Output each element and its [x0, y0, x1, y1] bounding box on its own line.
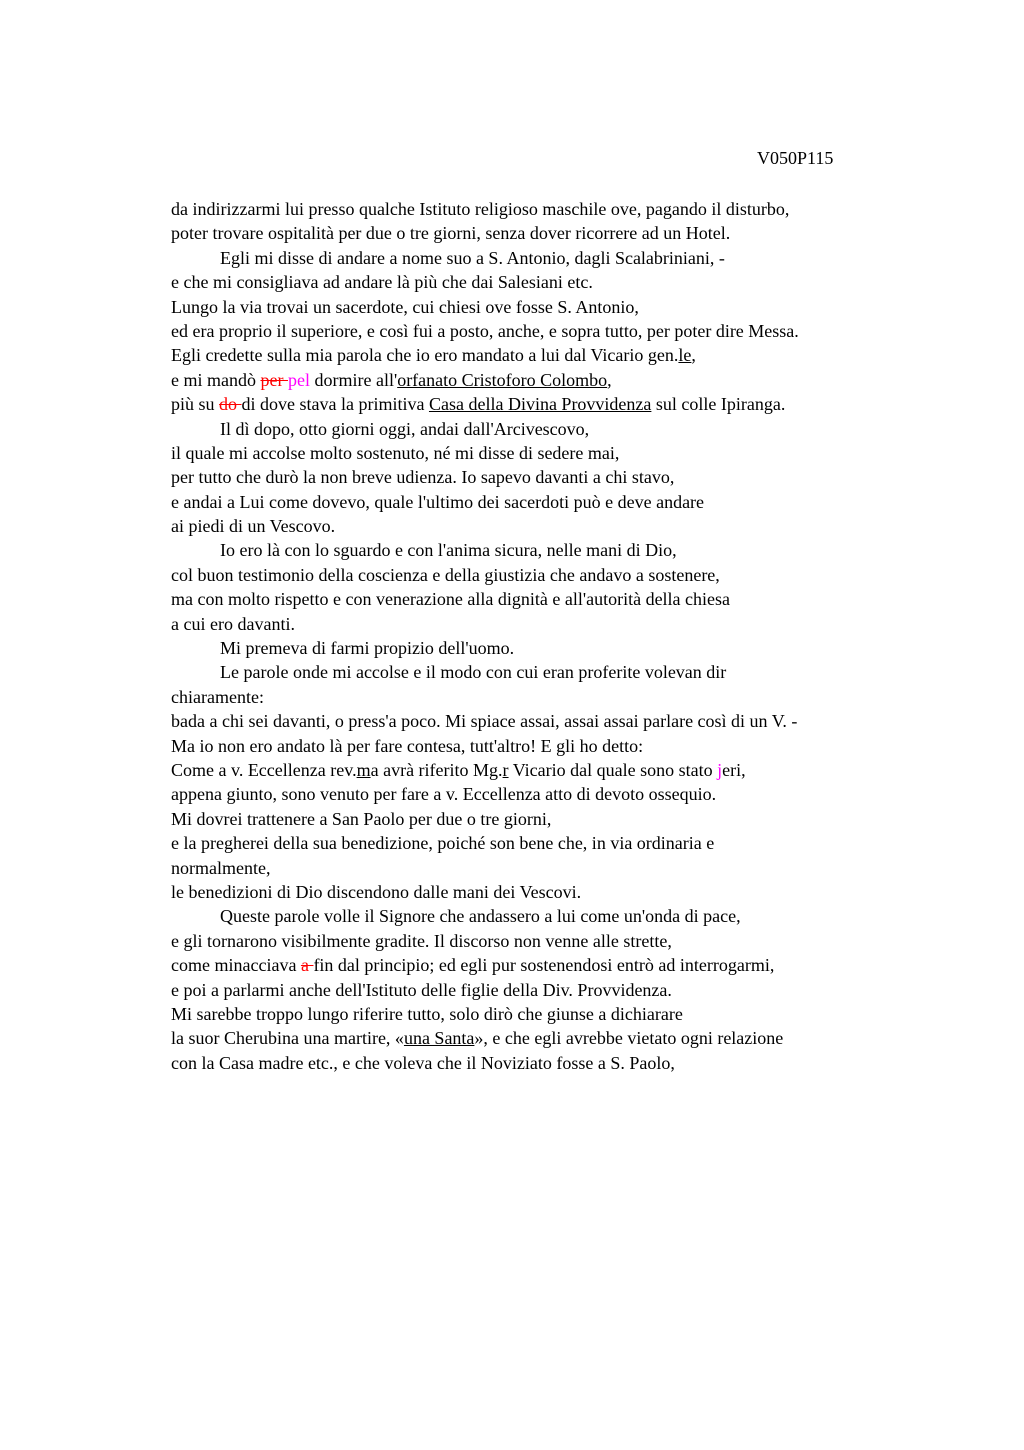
text-segment: ,: [607, 369, 612, 390]
text-segment: col buon testimonio della coscienza e della giustizia che andavo a sostenere,: [171, 564, 720, 585]
text-segment: Ma io non ero andato là per fare contesa, tutt'altro! E gli ho detto:: [171, 735, 644, 756]
underlined-text: una Santa: [403, 1028, 475, 1049]
text-segment: Egli credette sulla mia parola che io ero mandato a lui dal Vicario gen.: [171, 345, 679, 366]
text-segment: normalmente,: [171, 857, 271, 878]
text-segment: con la Casa madre etc., e che voleva che il Noviziato fosse a S. Paolo,: [171, 1052, 675, 1073]
underlined-text: m: [356, 759, 371, 780]
text-segment: appena giunto, sono venuto per fare a v. Eccellenza atto di devoto ossequio.: [171, 784, 717, 805]
text-segment: ed era proprio il superiore, e così fui a posto, anche, e sopra tutto, per poter dire Messa.: [171, 320, 799, 341]
page-identifier: V050P115: [757, 148, 834, 168]
text-line: [171, 368, 931, 392]
text-segment: Il dì dopo, otto giorni oggi, andai dall'Arcivescovo,: [220, 418, 590, 439]
underlined-text: orfanato Cristoforo Colombo: [397, 369, 608, 390]
paragraph-first-line: [171, 417, 931, 441]
text-line: [171, 490, 931, 514]
text-line: [171, 1002, 931, 1026]
paragraph-first-line: [171, 538, 931, 562]
paragraph-first-line: [171, 660, 931, 684]
paragraph-first-line: [171, 904, 931, 928]
text-segment: Le parole onde mi accolse e il modo con cui eran proferite volevan dir: [220, 662, 727, 683]
deleted-text: per: [260, 369, 288, 390]
underlined-text: le: [678, 345, 692, 366]
text-segment: da indirizzarmi lui presso qualche Istituto religioso maschile ove, pagando il disturbo,: [171, 199, 790, 219]
text-line: [171, 441, 931, 465]
text-segment: fin dal principio; ed egli pur sostenendosi entrò ad interrogarmi,: [313, 955, 775, 976]
text-line: [171, 929, 931, 953]
text-line: [171, 221, 931, 245]
text-segment: Io ero là con lo sguardo e con l'anima sicura, nelle mani di Dio,: [220, 540, 677, 561]
text-segment: e che mi consigliava ad andare là più che dai Salesiani etc.: [171, 272, 593, 293]
text-segment: eri,: [722, 759, 746, 780]
text-segment: a cui ero davanti.: [171, 613, 295, 634]
text-segment: ,: [691, 345, 696, 366]
paragraph-first-line: [171, 636, 931, 660]
text-line: [171, 587, 931, 611]
text-line: [171, 856, 931, 880]
text-segment: il quale mi accolse molto sostenuto, né mi disse di sedere mai,: [171, 442, 620, 463]
document-body: [171, 197, 931, 1075]
text-segment: dormire all': [309, 369, 398, 390]
text-segment: ma con molto rispetto e con venerazione alla dignità e all'autorità della chiesa: [171, 589, 731, 610]
text-segment: », e che egli avrebbe vietato ogni relazione: [474, 1028, 784, 1049]
text-segment: sul colle Ipiranga.: [651, 394, 786, 415]
text-line: [171, 953, 931, 977]
text-segment: e gli tornarono visibilmente gradite. Il discorso non venne alle strette,: [171, 930, 672, 951]
text-segment: a avrà riferito Mg.: [370, 759, 503, 780]
text-segment: Queste parole volle il Signore che andassero a lui come un'onda di pace,: [220, 906, 741, 927]
text-line: [171, 782, 931, 806]
text-segment: ai piedi di un Vescovo.: [171, 516, 336, 537]
text-line: [171, 807, 931, 831]
text-line: [171, 514, 931, 538]
text-segment: e poi a parlarmi anche dell'Istituto delle figlie della Div. Provvidenza.: [171, 979, 672, 1000]
text-line: [171, 270, 931, 294]
text-segment: Lungo la via trovai un sacerdote, cui chiesi ove fosse S. Antonio,: [171, 296, 639, 317]
deleted-text: do: [219, 394, 242, 415]
inserted-text: pel: [287, 369, 310, 390]
text-line: [171, 465, 931, 489]
text-segment: Vicario dal quale sono stato: [508, 759, 718, 780]
text-line: [171, 685, 931, 709]
text-line: [171, 758, 931, 782]
text-line: [171, 343, 931, 367]
text-segment: più su: [171, 394, 220, 415]
text-line: [171, 831, 931, 855]
text-line: [171, 880, 931, 904]
text-line: [171, 734, 931, 758]
text-segment: chiaramente:: [171, 686, 264, 707]
text-line: [171, 978, 931, 1002]
text-segment: Mi premeva di farmi propizio dell'uomo.: [220, 638, 515, 659]
text-line: [171, 319, 931, 343]
text-line: [171, 295, 931, 319]
text-segment: e andai a Lui come dovevo, quale l'ultimo dei sacerdoti può e deve andare: [171, 491, 705, 512]
text-segment: di dove stava la primitiva: [241, 394, 429, 415]
underlined-text: r: [502, 759, 509, 780]
text-segment: per tutto che durò la non breve udienza. Io sapevo davanti a chi stavo,: [171, 467, 675, 488]
text-segment: e mi mandò: [171, 369, 261, 390]
text-line: [171, 612, 931, 636]
text-line: [171, 709, 931, 733]
text-line: [171, 1051, 931, 1075]
text-segment: e la pregherei della sua benedizione, poiché son bene che, in via ordinaria e: [171, 833, 715, 854]
text-segment: come minacciava: [171, 955, 301, 976]
underlined-text: Casa della Divina Provvidenza: [428, 394, 652, 415]
text-line: [171, 563, 931, 587]
text-segment: Come a v. Eccellenza rev.: [171, 759, 357, 780]
text-segment: Mi sarebbe troppo lungo riferire tutto, solo dirò che giunse a dichiarare: [171, 1003, 683, 1024]
text-segment: Mi dovrei trattenere a San Paolo per due o tre giorni,: [171, 808, 552, 829]
text-segment: la suor Cherubina una martire, «: [171, 1028, 404, 1049]
deleted-text: a: [300, 955, 314, 976]
text-line: [171, 197, 931, 221]
text-line: [171, 392, 931, 416]
text-segment: le benedizioni di Dio discendono dalle mani dei Vescovi.: [171, 881, 582, 902]
text-segment: poter trovare ospitalità per due o tre giorni, senza dover ricorrere ad un Hotel.: [171, 223, 731, 244]
paragraph-first-line: [171, 246, 931, 270]
inserted-text: j: [717, 759, 723, 780]
text-segment: bada a chi sei davanti, o press'a poco. Mi spiace assai, assai assai parlare così di un V. -: [171, 711, 798, 732]
text-segment: Egli mi disse di andare a nome suo a S. Antonio, dagli Scalabriniani, -: [220, 247, 725, 268]
text-line: [171, 1026, 931, 1050]
